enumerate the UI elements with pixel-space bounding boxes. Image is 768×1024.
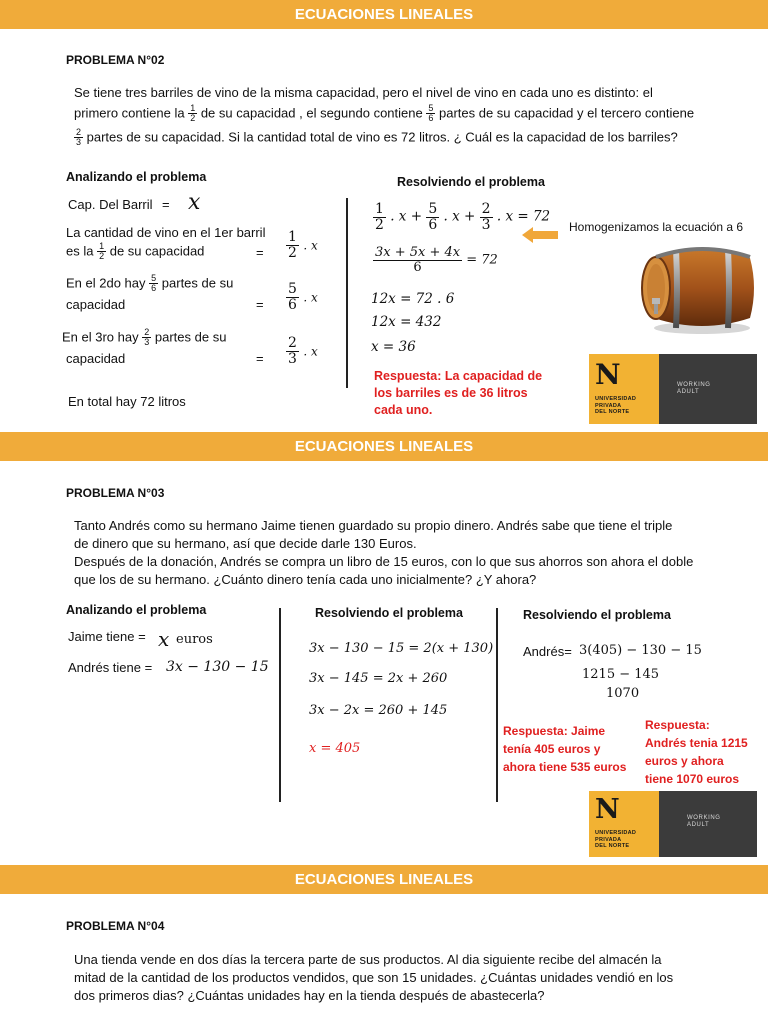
solving-heading-3a: Resolviendo el problema xyxy=(315,606,463,620)
row2-expr: $\frac{5}{6}$ . x xyxy=(288,281,318,313)
frac-two-thirds: $\frac{2}{3}$ xyxy=(76,127,82,148)
answer-problem-2: Respuesta: La capacidad de los barriles es de 36 litros cada uno. xyxy=(374,369,543,417)
solve-3-line-2: 3x − 145 = 2x + 260 xyxy=(309,671,448,686)
logo-university-name: UNIVERSIDAD PRIVADA DEL NORTE xyxy=(595,396,637,415)
andres-expression: 3x − 130 − 15 xyxy=(166,659,269,675)
cap-barril-label: Cap. Del Barril xyxy=(68,197,153,212)
frac-five-sixths: $\frac{5}{6}$ xyxy=(428,103,434,124)
row1-line2: es la $\frac{1}{2}$ de su capacidad xyxy=(66,241,205,262)
row2-equals: = xyxy=(256,297,264,312)
divider-line xyxy=(346,198,348,388)
problem-4-statement: Una tienda vende en dos días la tercera parte de sus productos. Al dia siguiente recibe del almacén la mitad de la cantidad de los productos vendidos, que son 15 unidades. ¿Cuántas unidades vendió en los dos primeros dias? ¿Cuántas unidades hay en la tienda después de abastecerla? xyxy=(74,952,674,1003)
andres-calc-expr: 3(405) − 130 − 15 xyxy=(579,643,702,658)
solve-line-5: x = 36 xyxy=(371,339,416,355)
solve-line-2: $\frac{3x + 5x + 4x}{6}$ = 72 xyxy=(375,245,498,275)
divider-line-left xyxy=(279,608,281,802)
row2-line2: capacidad xyxy=(66,297,126,312)
problem-3-title: PROBLEMA N°03 xyxy=(66,486,165,500)
solve-line-1: $\frac{1}{2}$ . x + $\frac{5}{6}$ . x + $\frac{2}{3}$ . x = 72 xyxy=(375,201,551,233)
cap-barril-equals: = xyxy=(162,197,170,212)
wine-barrel-icon xyxy=(632,240,760,336)
jaime-x: x xyxy=(158,627,170,651)
problem-2-statement-line3: $\frac{2}{3}$ partes de su capacidad. Si la cantidad total de vino es 72 litros. ¿ Cuál es la capacidad de los barriles? xyxy=(76,127,678,148)
section-banner-1: ECUACIONES LINEALES xyxy=(0,0,768,29)
upn-logo-2 xyxy=(589,791,757,857)
answer-jaime: Respuesta: Jaime tenía 405 euros y ahora tiene 535 euros xyxy=(503,724,627,774)
arrow-left-icon xyxy=(522,226,558,244)
divider-line-right xyxy=(496,608,498,802)
logo-n-mark: N xyxy=(595,794,620,825)
jaime-euros: euros xyxy=(176,632,213,647)
logo-university-name: UNIVERSIDAD PRIVADA DEL NORTE xyxy=(595,830,637,849)
row3-equals: = xyxy=(256,351,264,366)
andres-calc-result: 1070 xyxy=(606,686,640,701)
row3-line2: capacidad xyxy=(66,351,126,366)
logo-n-mark: N xyxy=(595,358,621,391)
problem-3-statement: Tanto Andrés como su hermano Jaime tienen guardado su propio dinero. Andrés sabe que tiene el triple de dinero que su hermano, así que decide darle 130 Euros. Después de la donación, Andrés se compra un libro de 15 euros, con lo que sus ahorros son ahora el doble que los de su hermano. ¿Cuánto dinero tenía cada uno inicialmente? ¿Y ahora? xyxy=(74,518,694,587)
andres-calc-label: Andrés= xyxy=(523,644,572,659)
jaime-label: Jaime tiene = xyxy=(68,629,146,644)
solve-3-line-1: 3x − 130 − 15 = 2(x + 130) xyxy=(309,641,494,656)
solve-3-line-3: 3x − 2x = 260 + 145 xyxy=(309,703,448,718)
row1-equals: = xyxy=(256,245,264,260)
logo-working-adult: WORKING ADULT xyxy=(677,382,711,395)
section-banner-2: ECUACIONES LINEALES xyxy=(0,432,768,461)
cap-barril-x: x xyxy=(188,190,201,215)
logo-working-adult: WORKING ADULT xyxy=(687,815,721,828)
problem-2-title: PROBLEMA N°02 xyxy=(66,53,165,67)
homogenize-note: Homogenizamos la ecuación a 6 xyxy=(569,220,744,234)
frac-half: $\frac{1}{2}$ xyxy=(190,103,196,124)
total-liters: En total hay 72 litros xyxy=(68,394,186,409)
solving-heading-3b: Resolviendo el problema xyxy=(523,608,671,622)
row3-expr: $\frac{2}{3}$ . x xyxy=(288,335,318,367)
solve-line-4: 12x = 432 xyxy=(371,314,442,330)
problem-2-statement-line1: Se tiene tres barriles de vino de la misma capacidad, pero el nivel de vino en cada uno es distinto: el xyxy=(74,85,653,100)
answer-andres: Respuesta: Andrés tenia 1215 euros y ahora tiene 1070 euros xyxy=(645,718,748,786)
andres-label: Andrés tiene = xyxy=(68,660,153,675)
analysis-heading-2: Analizando el problema xyxy=(66,170,207,184)
problem-2-statement-line2: primero contiene la $\frac{1}{2}$ de su capacidad , el segundo contiene $\frac{5}{6}$ partes de su capacidad y el tercero contiene xyxy=(74,103,695,124)
problem-4-title: PROBLEMA N°04 xyxy=(66,919,165,933)
upn-logo xyxy=(589,354,757,424)
solve-line-3: 12x = 72 . 6 xyxy=(371,291,455,307)
solving-heading-2: Resolviendo el problema xyxy=(397,175,545,189)
row2-line1: En el 2do hay $\frac{5}{6}$ partes de su xyxy=(66,273,234,294)
section-banner-3: ECUACIONES LINEALES xyxy=(0,865,768,894)
row1-line1: La cantidad de vino en el 1er barril xyxy=(66,225,266,240)
solve-3-result: x = 405 xyxy=(309,741,361,756)
row1-expr: $\frac{1}{2}$ . x xyxy=(288,229,318,261)
analysis-heading-3: Analizando el problema xyxy=(66,603,207,617)
row3-line1: En el 3ro hay $\frac{2}{3}$ partes de su xyxy=(62,327,227,348)
andres-calc-step: 1215 − 145 xyxy=(582,667,660,682)
